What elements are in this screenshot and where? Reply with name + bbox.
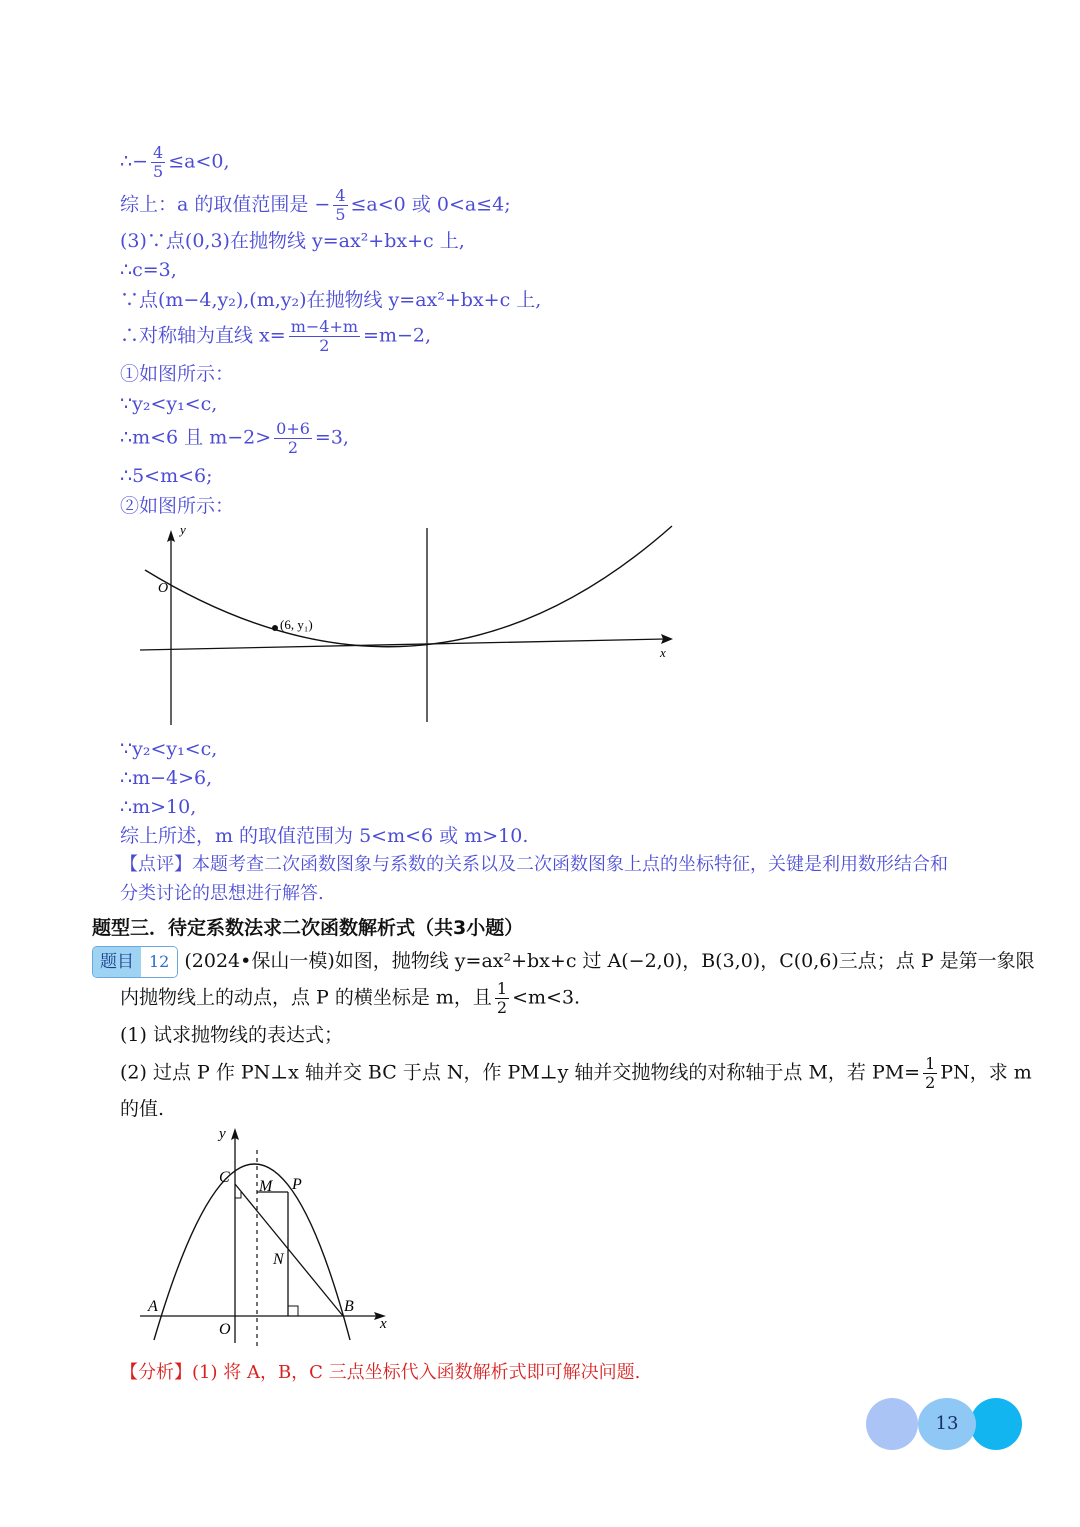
text: =m−2,: [363, 324, 432, 347]
fraction: [495, 980, 509, 1017]
text: PN，求 m: [940, 1061, 1032, 1084]
y-axis-label: y: [219, 1126, 226, 1142]
x-axis-label: x: [380, 1316, 387, 1332]
numerator: 4: [335, 186, 346, 205]
origin-label: O: [158, 581, 169, 596]
label-P: P: [292, 1176, 302, 1193]
solution-line-14: ∴m>10,: [120, 796, 197, 818]
solution-line-3: (3)∵点(0,3)在抛物线 y=ax²+bx+c 上,: [120, 230, 465, 252]
solution-line-2: [120, 187, 511, 224]
problem-line-2: [120, 980, 580, 1017]
denominator: 2: [274, 438, 312, 457]
solution-line-7: ①如图所示：: [120, 363, 235, 385]
analysis-line: 【分析】(1) 将 A，B，C 三点坐标代入函数解析式即可解决问题.: [120, 1362, 641, 1383]
denominator: 2: [496, 998, 508, 1017]
numerator: 1: [925, 1054, 936, 1073]
label-O: O: [219, 1321, 231, 1338]
denominator: 2: [925, 1073, 936, 1092]
text: =3,: [314, 426, 349, 449]
comment-line-2: 分类讨论的思想进行解答.: [120, 883, 324, 904]
denominator: 2: [289, 336, 360, 355]
text: 综上：a 的取值范围是 −: [120, 193, 331, 216]
solution-line-12: ∵y₂<y₁<c,: [120, 738, 218, 760]
solution-line-15: 综上所述，m 的取值范围为 5<m<6 或 m>10.: [120, 825, 529, 847]
comment-line-1: 【点评】本题考查二次函数图象与系数的关系以及二次函数图象上点的坐标特征，关键是利用数形结合和: [120, 854, 948, 875]
text: ∴对称轴为直线 x=: [120, 324, 286, 347]
fraction: [923, 1055, 937, 1092]
denominator: 5: [153, 162, 164, 181]
label-A: A: [148, 1298, 158, 1315]
parabola-graph-2: [130, 1118, 400, 1348]
problem-line-5: 的值.: [120, 1098, 165, 1120]
label-C: C: [219, 1169, 230, 1186]
label-B: B: [344, 1298, 354, 1315]
right-angle-mark-1: [235, 1192, 241, 1198]
fraction: [151, 144, 165, 181]
point-6-y1: [272, 625, 278, 631]
point-label: (6, y₁): [280, 617, 313, 632]
badge-label: 题目: [93, 947, 141, 977]
label-N: N: [273, 1251, 284, 1268]
numerator: 4: [153, 143, 164, 162]
text: (2024•保山一模)如图，抛物线 y=ax²+bx+c 过 A(−2,0)，B(3,0)，C(0,6)三点；点 P 是第一象限: [184, 950, 1035, 972]
denominator: 5: [335, 205, 346, 224]
page-badge-right-circle: [970, 1398, 1022, 1450]
page-badge-left-circle: [866, 1398, 918, 1450]
problem-line-3: (1) 试求抛物线的表达式；: [120, 1024, 343, 1046]
numerator: 0+6: [276, 419, 310, 438]
fraction: [274, 420, 312, 457]
label-M: M: [259, 1178, 273, 1195]
solution-line-1: [120, 144, 230, 181]
text: 内抛物线上的动点，点 P 的横坐标是 m，且: [120, 986, 492, 1009]
text: ≤a<0 或 0<a≤4;: [350, 193, 511, 216]
line-bc: [235, 1184, 343, 1316]
x-axis: [140, 639, 665, 650]
text: ≤a<0,: [168, 150, 230, 173]
solution-line-11: ②如图所示：: [120, 495, 235, 517]
text: ∴−: [120, 150, 149, 173]
solution-line-5: ∵点(m−4,y₂),(m,y₂)在抛物线 y=ax²+bx+c 上,: [120, 289, 542, 311]
problem-badge: [92, 946, 178, 978]
section-title: 题型三．待定系数法求二次函数解析式（共3小题）: [92, 917, 524, 939]
solution-line-8: ∵y₂<y₁<c,: [120, 393, 218, 415]
text: (2) 过点 P 作 PN⊥x 轴并交 BC 于点 N，作 PM⊥y 轴并交抛物线的对称轴于点 M，若 PM=: [120, 1061, 921, 1084]
x-axis-label: x: [660, 645, 666, 660]
fraction: [289, 318, 360, 355]
numerator: 1: [496, 979, 508, 998]
y-axis-label: y: [180, 522, 186, 537]
badge-number: 12: [141, 947, 177, 977]
text: <m<3.: [512, 986, 581, 1009]
solution-line-10: ∴5<m<6;: [120, 465, 213, 487]
fraction: [333, 187, 347, 224]
parabola-graph-1: [130, 520, 690, 730]
solution-line-4: ∴c=3,: [120, 259, 177, 281]
problem-line-4: [120, 1055, 1032, 1092]
parabola-curve: [145, 526, 672, 647]
right-angle-mark-2: [288, 1306, 298, 1316]
solution-line-9: [120, 420, 349, 457]
numerator: m−4+m: [290, 317, 359, 336]
solution-line-6: [120, 318, 431, 355]
page-number: 13: [918, 1398, 976, 1450]
problem-line-1: [92, 946, 1035, 978]
text: ∴m<6 且 m−2>: [120, 426, 272, 449]
solution-line-13: ∴m−4>6,: [120, 767, 213, 789]
parabola-curve: [154, 1164, 350, 1340]
